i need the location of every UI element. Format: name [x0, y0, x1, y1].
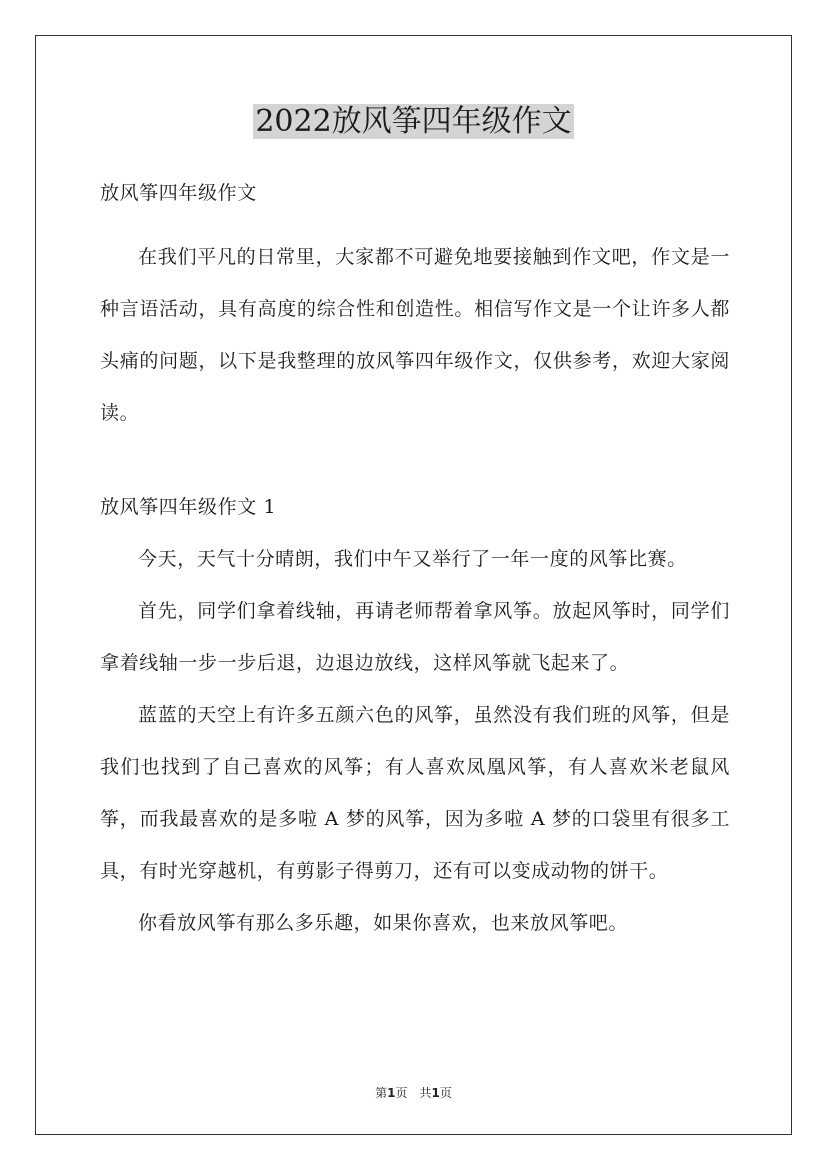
body-paragraph-4: 你看放风筝有那么多乐趣，如果你喜欢，也来放风筝吧。 — [138, 912, 629, 934]
document-title-text: 2022放风筝四年级作文 — [255, 104, 572, 139]
footer-page-mid: 页 共 — [395, 1086, 432, 1100]
footer-page-suffix: 页 — [439, 1086, 452, 1100]
section-title: 放风筝四年级作文 1 — [100, 496, 277, 518]
footer-page-prefix: 第 — [375, 1086, 388, 1100]
intro-paragraph: 在我们平凡的日常里，大家都不可避免地要接触到作文吧，作文是一种言语活动，具有高度的综合性和创造性。相信写作文是一个让许多人都头痛的问题，以下是我整理的放风筝四年级作文，仅供参考，欢迎大家阅读。 — [100, 246, 730, 424]
body-paragraph-2: 首先，同学们拿着线轴，再请老师帮着拿风筝。放起风筝时，同学们拿着线轴一步一步后退，边退边放线，这样风筝就飞起来了。 — [100, 600, 730, 674]
body-paragraph-1: 今天，天气十分晴朗，我们中午又举行了一年一度的风筝比赛。 — [138, 548, 687, 570]
document-subtitle: 放风筝四年级作文 — [100, 182, 257, 204]
body-paragraph-3: 蓝蓝的天空上有许多五颜六色的风筝，虽然没有我们班的风筝，但是我们也找到了自己喜欢的风筝；有人喜欢凤凰风筝，有人喜欢米老鼠风筝，而我最喜欢的是多啦 A 梦的风筝，因为多啦 A 梦的口袋里有很多工具，有时光穿越机，有剪影子得剪刀，还有可以变成动物的饼干。 — [100, 704, 730, 882]
page-footer — [0, 1083, 827, 1103]
document-title — [0, 100, 827, 144]
footer-page-current: 1 — [387, 1086, 396, 1100]
document-body — [100, 175, 730, 949]
footer-page-total: 1 — [431, 1086, 440, 1100]
